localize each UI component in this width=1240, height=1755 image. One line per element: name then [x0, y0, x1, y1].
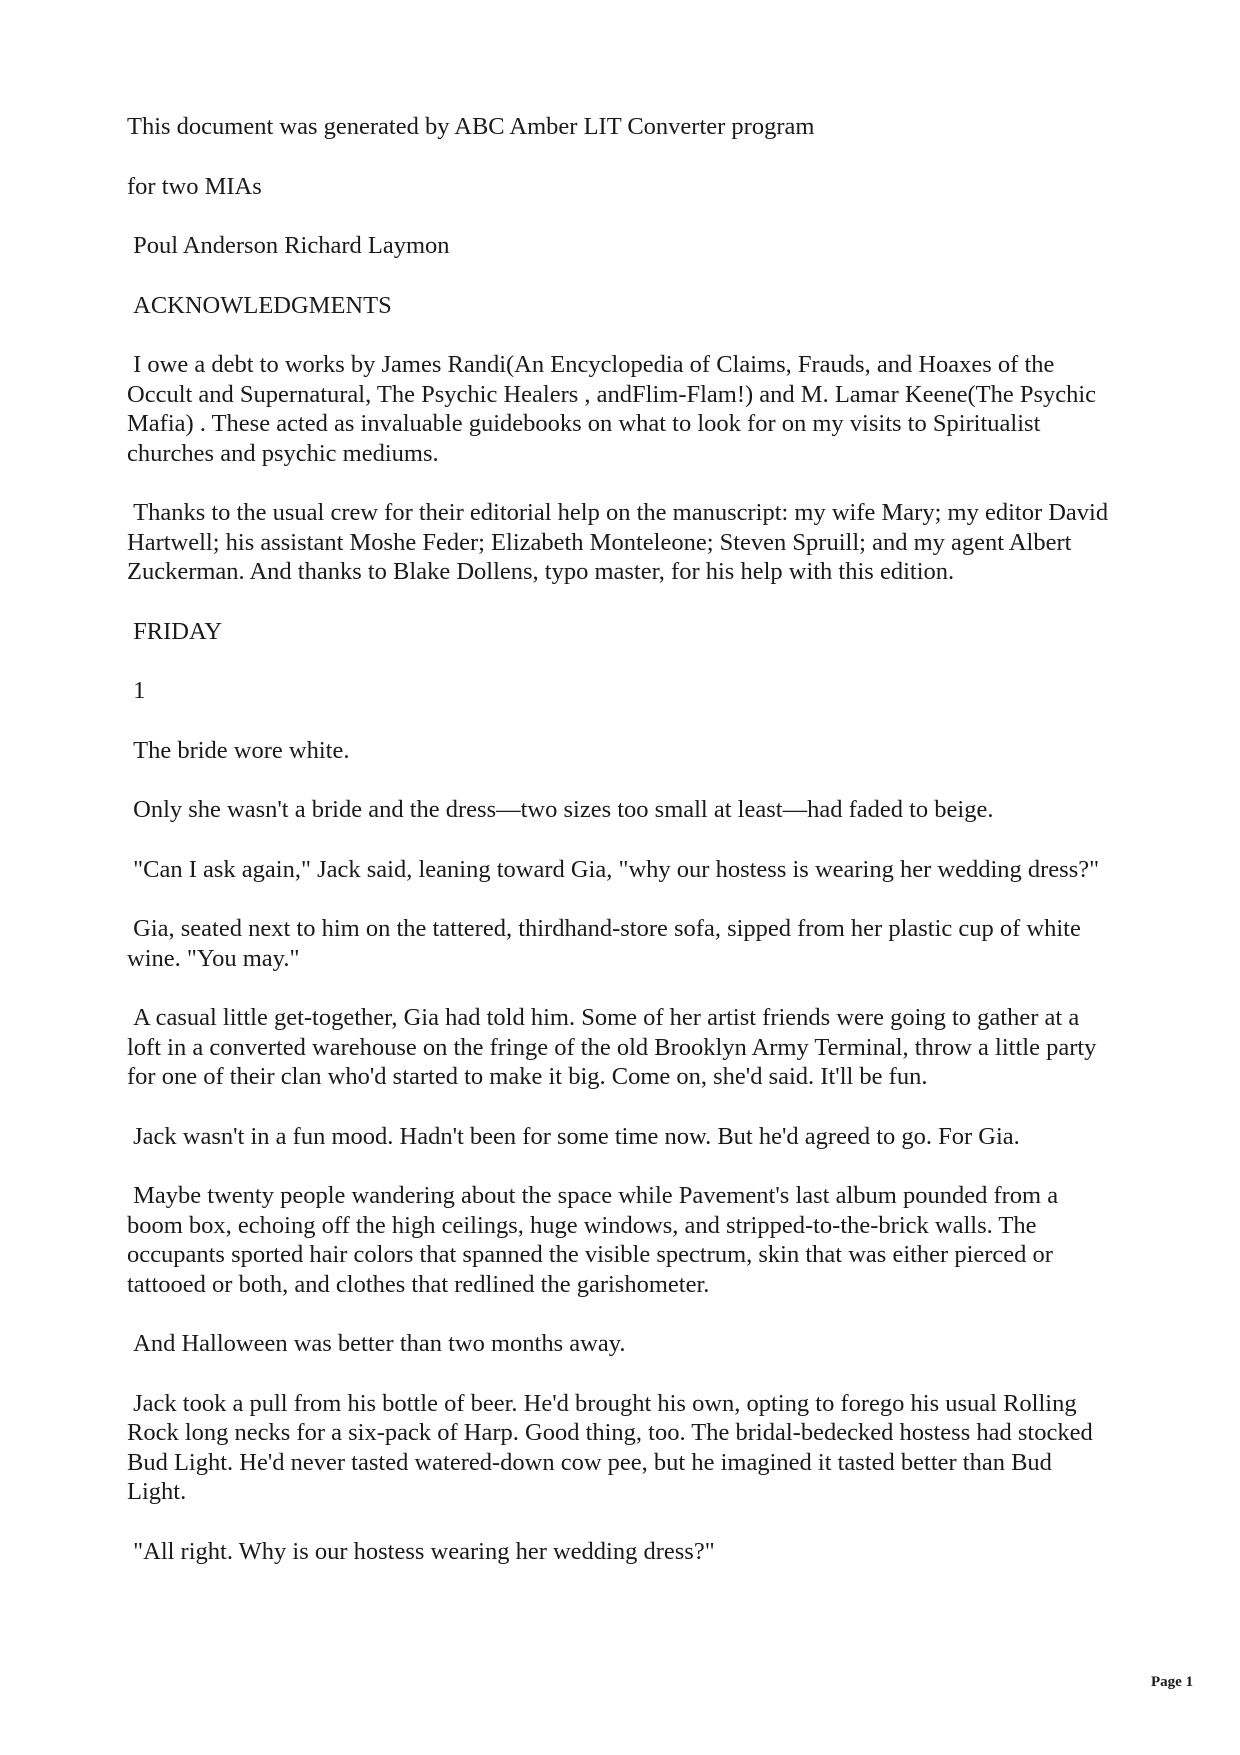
paragraph: Thanks to the usual crew for their editorial help on the manuscript: my wife Mary; my editor David Hartwell; his assistant Moshe Feder; Elizabeth Monteleone; Steven Spruill; and my agent Albert Zuckerman. And thanks to Blake Dollens, typo master, for his help with this edition.	[127, 499, 1115, 585]
page-number: Page 1	[1151, 1674, 1194, 1690]
paragraph: Maybe twenty people wandering about the space while Pavement's last album pounded from a boom box, echoing off the high ceilings, huge windows, and stripped-to-the-brick walls. The occupants sported hair colors that spanned the visible spectrum, skin that was either pierced or tattooed or both, and clothes that redlined the garishometer.	[127, 1182, 1065, 1298]
section-heading-acknowledgments: ACKNOWLEDGMENTS	[127, 291, 392, 319]
chapter-number: 1	[127, 677, 146, 704]
paragraph: Gia, seated next to him on the tattered, thirdhand-store sofa, sipped from her plastic cup of white wine. "You may."	[127, 915, 1087, 972]
dedication: for two MIAs	[127, 172, 262, 200]
paragraph: The bride wore white.	[127, 736, 350, 764]
paragraph: Only she wasn't a bride and the dress—two sizes too small at least—had faded to beige.	[127, 796, 994, 823]
paragraph: "All right. Why is our hostess wearing her wedding dress?"	[127, 1537, 715, 1565]
paragraph: A casual little get-together, Gia had told him. Some of her artist friends were going to gather at a loft in a converted warehouse on the fringe of the old Brooklyn Army Terminal, throw a little party for one of their clan who'd started to make it big. Come on, she'd said. It'll be fun.	[127, 1004, 1103, 1090]
section-heading-friday: FRIDAY	[127, 617, 223, 645]
converter-notice: This document was generated by ABC Amber LIT Converter program	[127, 113, 815, 140]
paragraph: Jack wasn't in a fun mood. Hadn't been for some time now. But he'd agreed to go. For Gia.	[127, 1122, 1020, 1150]
paragraph: And Halloween was better than two months away.	[127, 1330, 626, 1357]
dedication-names: Poul Anderson Richard Laymon	[127, 232, 450, 259]
paragraph: Jack took a pull from his bottle of beer. He'd brought his own, opting to forego his usual Rolling Rock long necks for a six-pack of Harp. Good thing, too. The bridal-bedecked hostess had stocked Bud Light. He'd never tasted watered-down cow pee, but he imagined it tasted better than Bud Light.	[127, 1389, 1099, 1505]
document-body	[127, 112, 1117, 1596]
paragraph: "Can I ask again," Jack said, leaning toward Gia, "why our hostess is wearing her wedding dress?"	[127, 855, 1100, 883]
paragraph: I owe a debt to works by James Randi(An Encyclopedia of Claims, Frauds, and Hoaxes of the Occult and Supernatural, The Psychic Healers , andFlim-Flam!) and M. Lamar Keene(The Psychic Mafia) . These acted as invaluable guidebooks on what to look for on my visits to Spiritualist churches and psychic mediums.	[127, 351, 1103, 467]
